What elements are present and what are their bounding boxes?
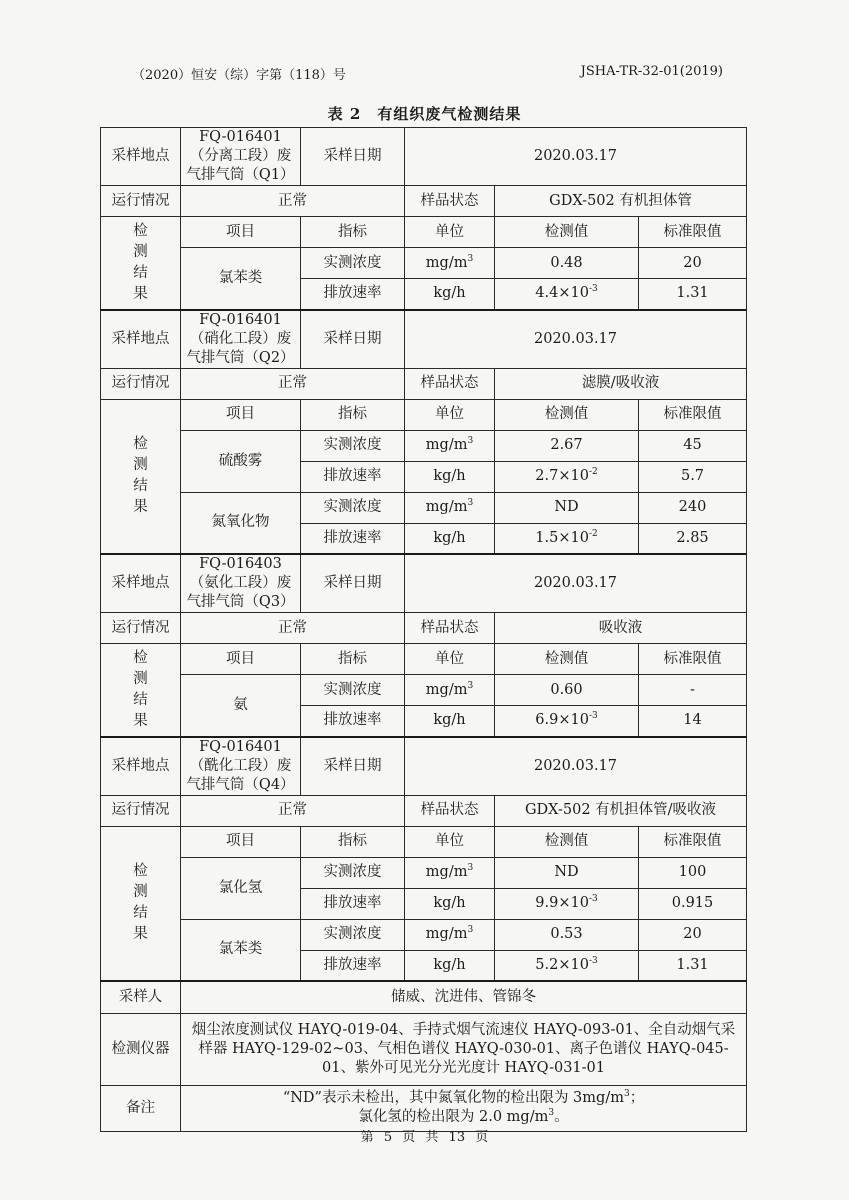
status-value: 正常	[181, 613, 405, 644]
unit-concentration: $mg/m^3$	[405, 430, 495, 461]
col-limit-header: 标准限值	[639, 826, 747, 857]
status-label: 运行情况	[101, 368, 181, 399]
table-row	[101, 399, 747, 430]
result-label: 检 测 结 果	[101, 826, 181, 981]
rate-value: $2.7\times 10^{-2}$	[495, 461, 639, 492]
unit-rate: kg/h	[405, 461, 495, 492]
col-item-header: 项目	[181, 644, 301, 675]
sample-state-value: 吸收液	[495, 613, 747, 644]
unit-rate: kg/h	[405, 950, 495, 981]
page-footer: 第 5 页 共 13 页	[360, 1130, 489, 1145]
concentration-value: ND	[495, 492, 639, 523]
concentration-value: ND	[495, 857, 639, 888]
result-label: 检 测 结 果	[101, 399, 181, 554]
table-row	[101, 430, 747, 461]
location-value: FQ-016401（酰化工段）废气排气筒（Q4）	[181, 737, 301, 796]
col-limit-header: 标准限值	[639, 644, 747, 675]
pollutant-name: 氨	[181, 675, 301, 737]
col-item-header: 项目	[181, 399, 301, 430]
result-label: 检 测 结 果	[101, 217, 181, 310]
rate-limit: 14	[639, 706, 747, 737]
rate-value: $1.5\times 10^{-2}$	[495, 523, 639, 554]
status-value: 正常	[181, 795, 405, 826]
col-unit-header: 单位	[405, 644, 495, 675]
date-label: 采样日期	[301, 128, 405, 186]
index-emission-rate: 排放速率	[301, 523, 405, 554]
pollutant-name: 氯苯类	[181, 248, 301, 310]
col-unit-header: 单位	[405, 217, 495, 248]
document-number: （2020）恒安（综）字第（118）号	[132, 68, 346, 83]
index-concentration: 实测浓度	[301, 248, 405, 279]
unit-rate: kg/h	[405, 523, 495, 554]
table-row	[101, 492, 747, 523]
location-value: FQ-016401（硝化工段）废气排气筒（Q2）	[181, 310, 301, 369]
date-value: 2020.03.17	[405, 737, 747, 796]
table-row	[101, 128, 747, 186]
col-item-header: 项目	[181, 826, 301, 857]
date-value: 2020.03.17	[405, 128, 747, 186]
table-row	[101, 795, 747, 826]
sample-state-value: 滤膜/吸收液	[495, 368, 747, 399]
remarks-text: “ND”表示未检出，其中氮氧化物的检出限为 $3mg/m^3$； 氯化氢的检出限为 2.0 $mg/m^3$。	[181, 1085, 747, 1131]
concentration-limit: 240	[639, 492, 747, 523]
col-item-header: 项目	[181, 217, 301, 248]
table-row	[101, 919, 747, 950]
col-value-header: 检测值	[495, 399, 639, 430]
col-index-header: 指标	[301, 399, 405, 430]
pollutant-name: 氯化氢	[181, 857, 301, 919]
sampler-label: 采样人	[101, 981, 181, 1013]
index-emission-rate: 排放速率	[301, 706, 405, 737]
table-row	[101, 217, 747, 248]
table-row	[101, 644, 747, 675]
date-value: 2020.03.17	[405, 554, 747, 613]
status-label: 运行情况	[101, 186, 181, 217]
date-label: 采样日期	[301, 554, 405, 613]
results-table	[100, 127, 747, 1132]
concentration-limit: 45	[639, 430, 747, 461]
concentration-limit: -	[639, 675, 747, 706]
col-value-header: 检测值	[495, 826, 639, 857]
col-limit-header: 标准限值	[639, 217, 747, 248]
status-value: 正常	[181, 368, 405, 399]
remarks-label: 备注	[101, 1085, 181, 1131]
unit-concentration: $mg/m^3$	[405, 492, 495, 523]
location-label: 采样地点	[101, 554, 181, 613]
rate-value: $9.9\times 10^{-3}$	[495, 888, 639, 919]
table-row	[101, 613, 747, 644]
rate-value: $4.4\times 10^{-3}$	[495, 279, 639, 310]
unit-concentration: $mg/m^3$	[405, 675, 495, 706]
col-limit-header: 标准限值	[639, 399, 747, 430]
col-index-header: 指标	[301, 644, 405, 675]
unit-rate: kg/h	[405, 888, 495, 919]
table-row	[101, 310, 747, 369]
unit-rate: kg/h	[405, 279, 495, 310]
date-value: 2020.03.17	[405, 310, 747, 369]
report-code: JSHA-TR-32-01(2019)	[580, 64, 723, 79]
table-row	[101, 826, 747, 857]
table-row	[101, 737, 747, 796]
date-label: 采样日期	[301, 310, 405, 369]
index-emission-rate: 排放速率	[301, 461, 405, 492]
status-label: 运行情况	[101, 795, 181, 826]
pollutant-name: 硫酸雾	[181, 430, 301, 492]
rate-limit: 5.7	[639, 461, 747, 492]
unit-rate: kg/h	[405, 706, 495, 737]
pollutant-name: 氯苯类	[181, 919, 301, 981]
table-row	[101, 368, 747, 399]
col-value-header: 检测值	[495, 644, 639, 675]
location-label: 采样地点	[101, 310, 181, 369]
sample-state-label: 样品状态	[405, 186, 495, 217]
index-concentration: 实测浓度	[301, 919, 405, 950]
status-label: 运行情况	[101, 613, 181, 644]
col-index-header: 指标	[301, 826, 405, 857]
instruments-text: 烟尘浓度测试仪 HAYQ-019-04、手持式烟气流速仪 HAYQ-093-01、全自动烟气采样器 HAYQ-129-02~03、气相色谱仪 HAYQ-030-01、离子色谱仪 HAYQ-045-01、紫外可见光分光光度计 HAYQ-031-01	[181, 1013, 747, 1085]
col-value-header: 检测值	[495, 217, 639, 248]
sample-state-label: 样品状态	[405, 613, 495, 644]
unit-concentration: $mg/m^3$	[405, 919, 495, 950]
unit-concentration: $mg/m^3$	[405, 248, 495, 279]
instruments-label: 检测仪器	[101, 1013, 181, 1085]
sample-state-value: GDX-502 有机担体管	[495, 186, 747, 217]
col-index-header: 指标	[301, 217, 405, 248]
rate-limit: 1.31	[639, 279, 747, 310]
concentration-value: 2.67	[495, 430, 639, 461]
index-concentration: 实测浓度	[301, 430, 405, 461]
location-value: FQ-016401（分离工段）废气排气筒（Q1）	[181, 128, 301, 186]
rate-limit: 0.915	[639, 888, 747, 919]
rate-value: $5.2\times 10^{-3}$	[495, 950, 639, 981]
table-title: 表 2 有组织废气检测结果	[327, 105, 522, 123]
index-emission-rate: 排放速率	[301, 950, 405, 981]
index-concentration: 实测浓度	[301, 675, 405, 706]
table-row	[101, 554, 747, 613]
index-emission-rate: 排放速率	[301, 888, 405, 919]
concentration-limit: 20	[639, 248, 747, 279]
pollutant-name: 氮氧化物	[181, 492, 301, 554]
concentration-value: 0.60	[495, 675, 639, 706]
rate-limit: 2.85	[639, 523, 747, 554]
sample-state-label: 样品状态	[405, 368, 495, 399]
concentration-limit: 20	[639, 919, 747, 950]
table-row	[101, 857, 747, 888]
location-value: FQ-016403（氨化工段）废气排气筒（Q3）	[181, 554, 301, 613]
rate-limit: 1.31	[639, 950, 747, 981]
sampler-names: 储威、沈进伟、管锦冬	[181, 981, 747, 1013]
index-concentration: 实测浓度	[301, 857, 405, 888]
table-row	[101, 675, 747, 706]
concentration-limit: 100	[639, 857, 747, 888]
date-label: 采样日期	[301, 737, 405, 796]
sample-state-value: GDX-502 有机担体管/吸收液	[495, 795, 747, 826]
location-label: 采样地点	[101, 737, 181, 796]
index-concentration: 实测浓度	[301, 492, 405, 523]
index-emission-rate: 排放速率	[301, 279, 405, 310]
table-row	[101, 186, 747, 217]
col-unit-header: 单位	[405, 826, 495, 857]
rate-value: $6.9\times 10^{-3}$	[495, 706, 639, 737]
sample-state-label: 样品状态	[405, 795, 495, 826]
unit-concentration: $mg/m^3$	[405, 857, 495, 888]
col-unit-header: 单位	[405, 399, 495, 430]
table-row	[101, 248, 747, 279]
concentration-value: 0.48	[495, 248, 639, 279]
location-label: 采样地点	[101, 128, 181, 186]
result-label: 检 测 结 果	[101, 644, 181, 737]
status-value: 正常	[181, 186, 405, 217]
concentration-value: 0.53	[495, 919, 639, 950]
